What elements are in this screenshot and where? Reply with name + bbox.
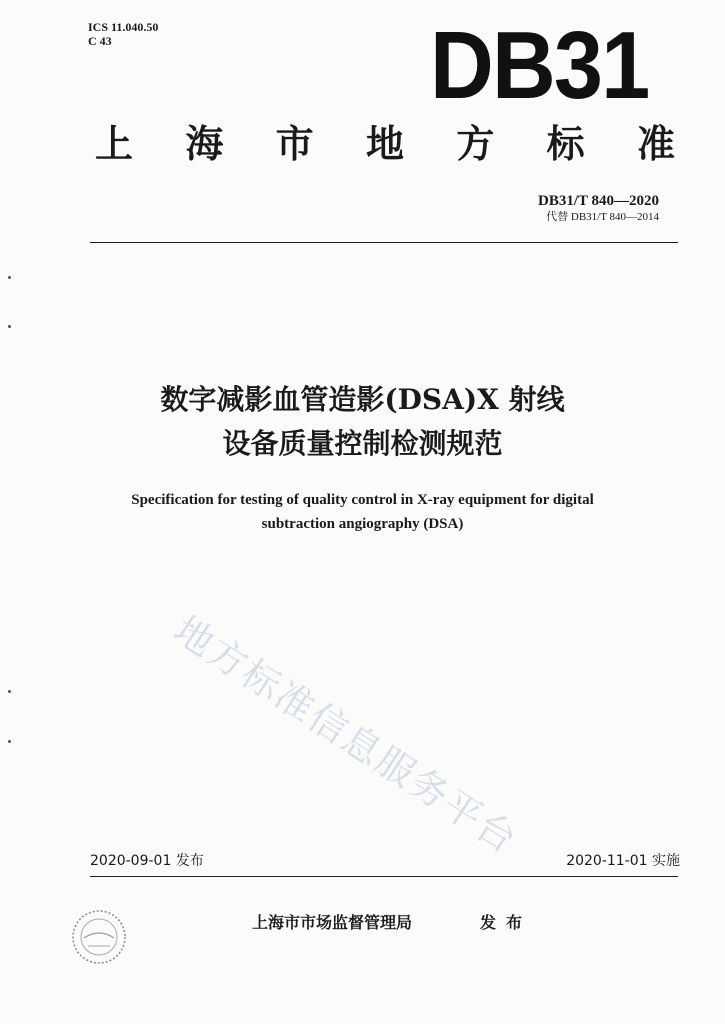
category-char: 市 — [275, 121, 314, 166]
header-divider — [90, 242, 678, 243]
category-char: 上 — [95, 121, 134, 166]
platform-watermark: 地方标准信息服务平台 — [166, 607, 526, 863]
ccs-code: C 43 — [88, 34, 112, 48]
replaces-standard: 代替 DB31/T 840—2014 — [546, 211, 659, 223]
implement-date: 2020-11-01 实施 — [566, 853, 680, 869]
title-zh-line1: 数字减影血管造影(DSA)X 射线 — [160, 383, 565, 416]
footer-divider — [90, 876, 678, 877]
title-en-line2: subtraction angiography (DSA) — [261, 516, 464, 532]
scan-speck — [8, 690, 11, 693]
standard-number: DB31/T 840—2020 — [538, 193, 659, 209]
title-zh-line2: 设备质量控制检测规范 — [222, 427, 503, 460]
scan-speck — [8, 740, 11, 743]
category-char: 海 — [185, 121, 224, 166]
category-char: 准 — [636, 121, 675, 166]
seal-icon — [70, 908, 128, 966]
classification-codes — [88, 20, 158, 48]
category-char: 标 — [546, 121, 585, 166]
publish-date: 2020-09-01 发布 — [90, 853, 204, 869]
ics-code: ICS 11.040.50 — [88, 20, 159, 34]
issue-label: 发布 — [480, 913, 533, 932]
scan-speck — [8, 276, 11, 279]
standard-number-block — [538, 192, 659, 224]
category-char: 方 — [456, 121, 495, 166]
db-code: DB31 — [430, 12, 649, 119]
category-char: 地 — [365, 121, 404, 166]
standard-category — [95, 122, 675, 166]
title-en-line1: Specification for testing of quality control in X-ray equipment for digital — [131, 492, 594, 508]
issuing-authority: 上海市市场监督管理局 — [252, 913, 413, 932]
scan-speck — [8, 325, 11, 328]
